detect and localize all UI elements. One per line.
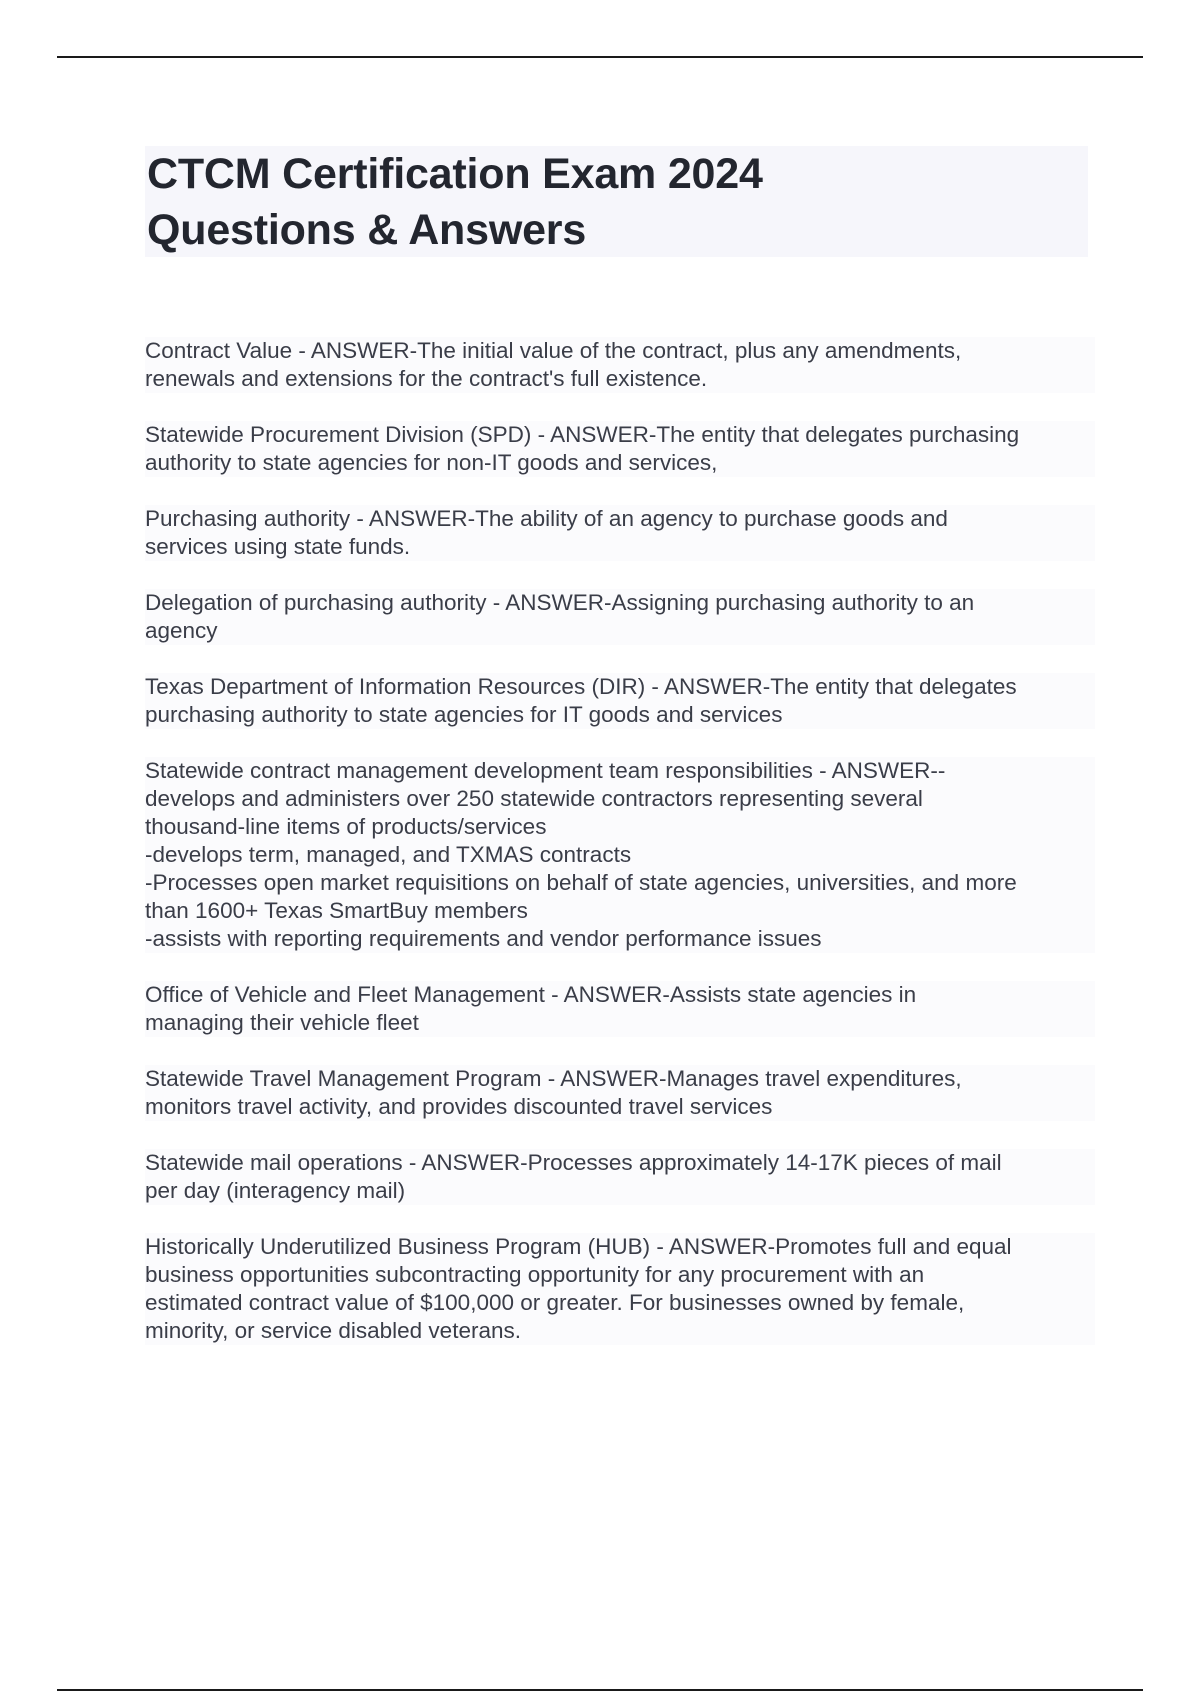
qa-item: Statewide contract management development team responsibilities - ANSWER-- develops and administers over 250 statewide contractors representing several thousand-line items of products/services -develops term, managed, and TXMAS contracts -Processes open market requisitions on behalf of state agencies, universities, and more than 1600+ Texas SmartBuy members -assists with reporting requirements and vendor performance issues xyxy=(145,757,1095,953)
qa-item: Statewide mail operations - ANSWER-Processes approximately 14-17K pieces of mail per day (interagency mail) xyxy=(145,1149,1095,1205)
qa-item: Contract Value - ANSWER-The initial value of the contract, plus any amendments, renewals and extensions for the contract's full existence. xyxy=(145,337,1095,393)
qa-item: Historically Underutilized Business Program (HUB) - ANSWER-Promotes full and equal business opportunities subcontracting opportunity for any procurement with an estimated contract value of $100,000 or greater. For businesses owned by female, minority, or service disabled veterans. xyxy=(145,1233,1095,1345)
qa-item: Delegation of purchasing authority - ANSWER-Assigning purchasing authority to an agency xyxy=(145,589,1095,645)
page-title: CTCM Certification Exam 2024 Questions & Answers xyxy=(147,150,763,254)
qa-item: Statewide Procurement Division (SPD) - ANSWER-The entity that delegates purchasing authority to state agencies for non-IT goods and services, xyxy=(145,421,1095,477)
qa-item: Texas Department of Information Resources (DIR) - ANSWER-The entity that delegates purchasing authority to state agencies for IT goods and services xyxy=(145,673,1095,729)
qa-item: Office of Vehicle and Fleet Management - ANSWER-Assists state agencies in managing their vehicle fleet xyxy=(145,981,1095,1037)
top-rule xyxy=(57,56,1143,58)
bottom-rule xyxy=(57,1689,1143,1691)
qa-item: Purchasing authority - ANSWER-The ability of an agency to purchase goods and services using state funds. xyxy=(145,505,1095,561)
title-block xyxy=(145,146,1088,257)
qa-item: Statewide Travel Management Program - ANSWER-Manages travel expenditures, monitors travel activity, and provides discounted travel services xyxy=(145,1065,1095,1121)
qa-list xyxy=(145,337,1095,1373)
